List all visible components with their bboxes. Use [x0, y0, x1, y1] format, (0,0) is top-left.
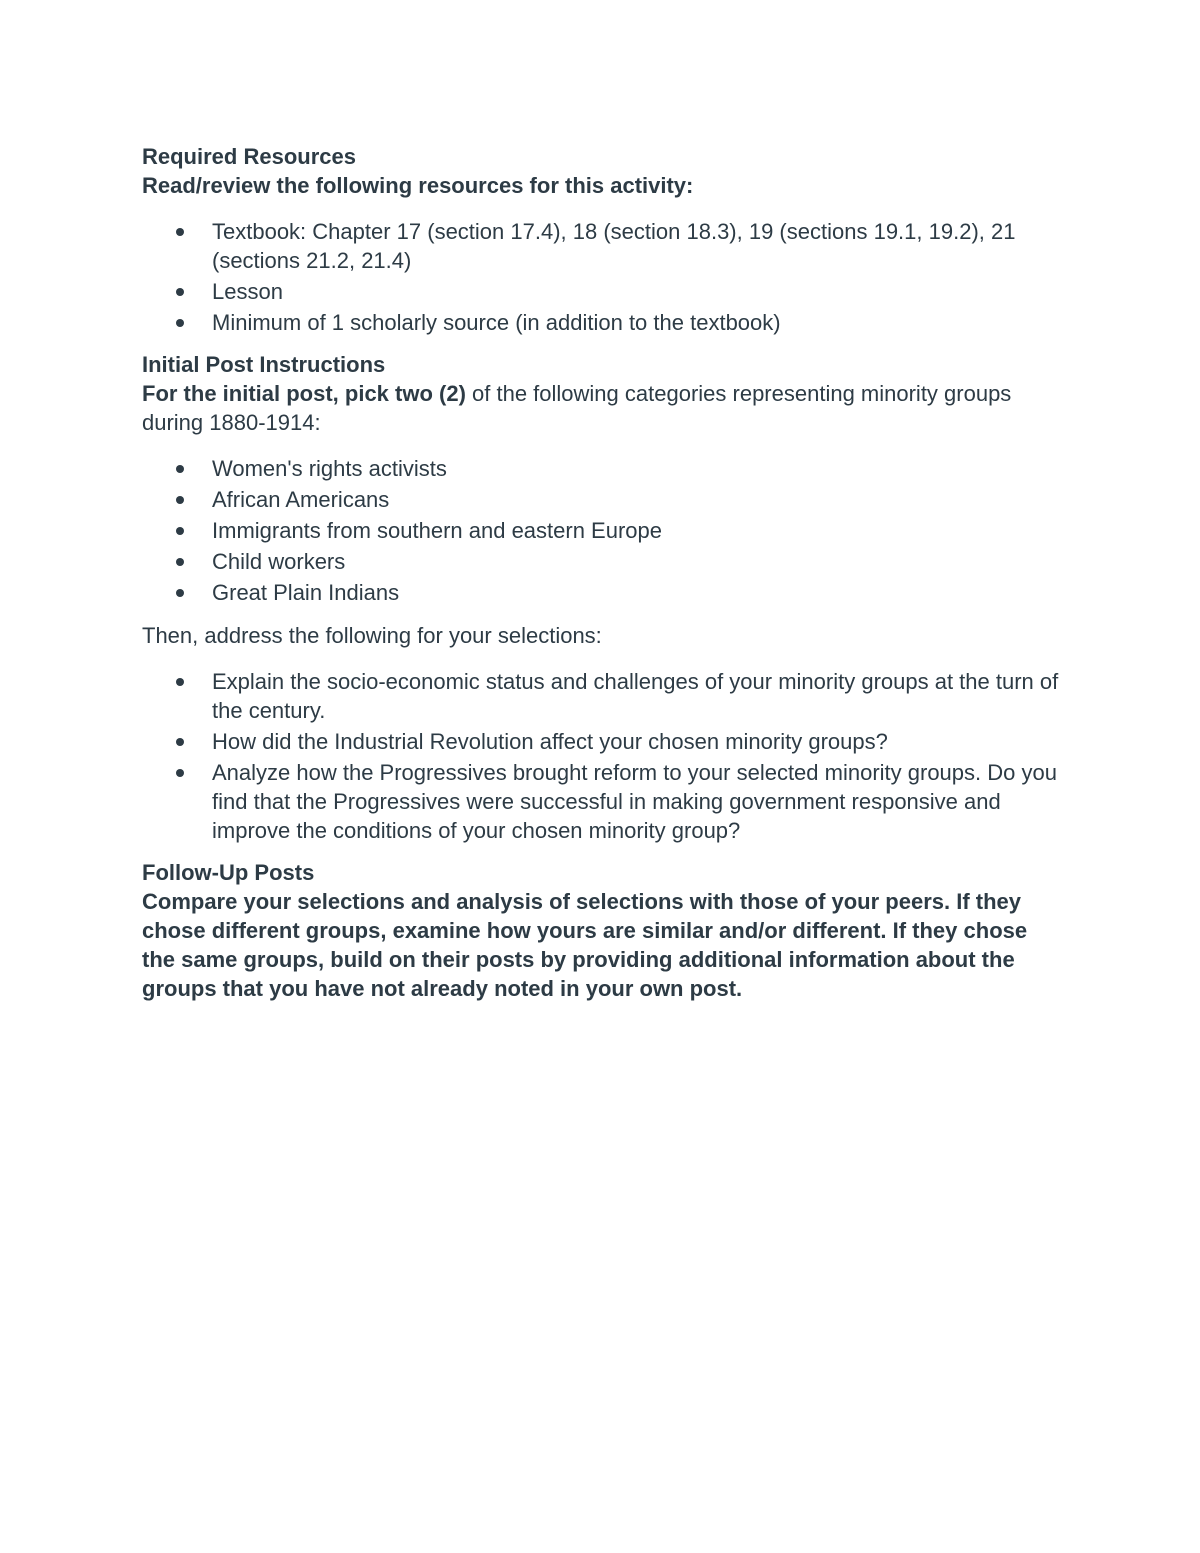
bullet-icon [176, 527, 184, 535]
follow-up-heading: Follow-Up Posts [142, 860, 315, 885]
list-item: Immigrants from southern and eastern Europe [142, 516, 1062, 545]
list-item: Lesson [142, 277, 1062, 306]
document-page [142, 142, 1062, 1003]
follow-up-body: Compare your selections and analysis of selections with those of your peers. If they chose different groups, examine how yours are similar and/or different. If they chose the same groups, build on their posts by providing additional information about the groups that you have not already noted in your own post. [142, 889, 1028, 1001]
list-item: Analyze how the Progressives brought reform to your selected minority groups. Do you find that the Progressives were successful in making government responsive and improve the conditions of your chosen minority group? [142, 758, 1062, 845]
required-resources-heading: Required Resources [142, 144, 356, 169]
initial-post-intro: For the initial post, pick two (2) of the following categories representing minority groups during 1880-1914: [142, 381, 1012, 435]
bullet-icon [176, 678, 184, 686]
list-item: African Americans [142, 485, 1062, 514]
bullet-icon [176, 319, 184, 327]
bullet-icon [176, 228, 184, 236]
list-item: Women's rights activists [142, 454, 1062, 483]
bullet-icon [176, 738, 184, 746]
resources-list [142, 217, 1062, 337]
bullet-icon [176, 465, 184, 473]
list-item: How did the Industrial Revolution affect your chosen minority groups? [142, 727, 1062, 756]
bullet-icon [176, 496, 184, 504]
initial-post-heading: Initial Post Instructions [142, 352, 386, 377]
questions-list [142, 667, 1062, 845]
required-resources-subheading: Read/review the following resources for this activity: [142, 173, 694, 198]
list-item: Textbook: Chapter 17 (section 17.4), 18 (section 18.3), 19 (sections 19.1, 19.2), 21 (sections 21.2, 21.4) [142, 217, 1062, 275]
bullet-icon [176, 558, 184, 566]
bullet-icon [176, 589, 184, 597]
list-item: Explain the socio-economic status and challenges of your minority groups at the turn of the century. [142, 667, 1062, 725]
then-address-text: Then, address the following for your selections: [142, 623, 602, 648]
categories-list [142, 454, 1062, 607]
list-item: Child workers [142, 547, 1062, 576]
list-item: Great Plain Indians [142, 578, 1062, 607]
bullet-icon [176, 769, 184, 777]
list-item: Minimum of 1 scholarly source (in addition to the textbook) [142, 308, 1062, 337]
bullet-icon [176, 288, 184, 296]
